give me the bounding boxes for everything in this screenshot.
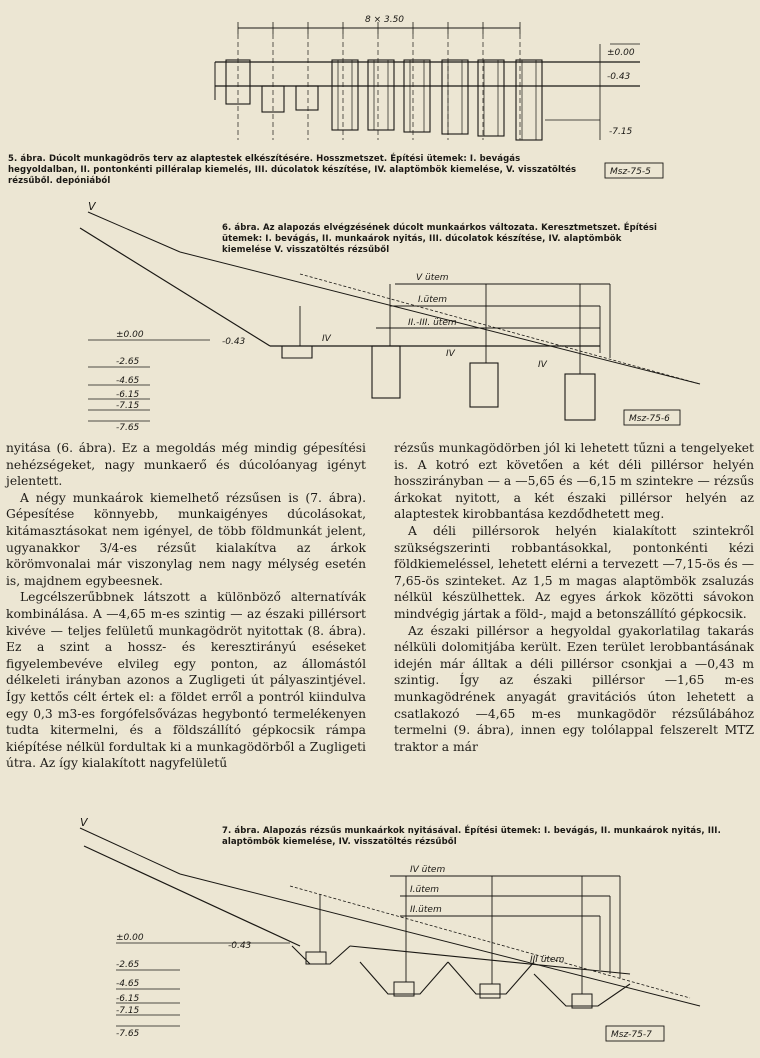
figure-6-level-2: -2.65 <box>116 357 140 367</box>
figure-7-stage-3: III ütem <box>530 955 565 965</box>
figure-6-level-0: ±0.00 <box>116 330 144 340</box>
figure-6-caption-number: 6. ábra. <box>222 223 260 233</box>
figure-6-caption <box>222 223 662 256</box>
figure-7-stage-0: IV ütem <box>410 865 446 875</box>
article-body <box>6 440 756 771</box>
figure-5-dimension: 8 × 3.50 <box>365 15 405 25</box>
figure-6-stage-5: IV <box>538 360 547 370</box>
left-paragraph-3: Legcélszerűbbnek látszott a különböző alternatívák kombinálása. A —4,65 m-es szintig — az északi pillérsort kivéve — teljes felületű munkagödröt nyitottak (8. ábra). Ez a szint a hossz- és keresztirányú eséseket figyelembevéve elvileg egy ponton, az állomástól délkeleti irányban azonos a Zugligeti út pályaszintjével. Így kettős célt értek el: a földet erről a pontról kiindulva egy 0,3 m3-es forgófelsővázas hegybontó termelékenyen tudta kitermelni, és a földszállító gépkocsik rámpa kiépítése nélkül fordultak ki a munkagödörből a Zugligeti útra. Az így kialakított nagyfelületű <box>6 590 366 771</box>
figure-7-section <box>0 812 760 1058</box>
figure-7-caption-number: 7. ábra. <box>222 826 260 836</box>
figure-6-v-label: V <box>88 200 96 213</box>
figure-5-caption-number: 5. ábra. <box>8 154 46 164</box>
figure-5-level-0: ±0.00 <box>607 48 635 58</box>
figure-7-level-6: -7.65 <box>116 1029 140 1039</box>
left-paragraph-1: nyitása (6. ábra). Ez a megoldás még mindig gépesítési nehézségeket, nagy munkaerő és dúcolóanyag igényt jelentett. <box>6 441 366 489</box>
figure-6-stage-2: II.-III. ütem <box>408 318 457 328</box>
left-paragraph-2: A négy munkaárok kiemelhető rézsűsen is (7. ábra). Gépesítése könnyebb, munkaigényes dúcolásokat, kitámasztásokat nem igényel, de több földmunkát jelent, ugyanakkor 3/4-es rézsűt kialakítva az árkok körömvonalai már viszonylag nem nagy mélység esetén is, majdnem egybeesnek. <box>6 490 366 588</box>
right-paragraph-2: A déli pillérsorok helyén kialakított szintekről szükségszerinti robbantásokkal, pontonkénti kézi földkiemeléssel, lehetett elérni a tervezett —7,15-ös és —7,65-ös szinteket. Az 1,5 m magas alaptömbök zsaluzás nélkül készülhettek. Az egyes árkok közötti sávokon mindvégig jártak a föld-, majd a betonszállító gépkocsik. <box>394 523 754 621</box>
figure-7-level-5: -7.15 <box>116 1006 140 1016</box>
figure-6-caption-text: Az alapozás elvégzésének dúcolt munkaárkos változata. Keresztmetszet. Építési ütemek: I. bevágás, II. munkaárok nyitás, III. dúcolatok készítése, IV. alaptömbök kiemelése V. visszatöltés rézsűből <box>222 223 657 255</box>
figure-7-level-2: -2.65 <box>116 960 140 970</box>
column-right <box>394 440 754 755</box>
figure-6-level-6: -7.65 <box>116 423 140 433</box>
figure-7-drawing <box>0 812 760 1058</box>
figure-7-level-0: ±0.00 <box>116 933 144 943</box>
figure-7-stage-1: I.ütem <box>410 885 440 895</box>
figure-7-v-label: V <box>80 816 88 829</box>
right-paragraph-3: Az északi pillérsor a hegyoldal gyakorlatilag takarás nélküli dolomitjába került. Ezen terület lerobbantásának idején már álltak a déli pillérsor csonkjai a —0,43 m szintig. Így az északi pillérsor —1,65 m-es munkagödrének anyagát gravitációs úton lehetett a csatlakozó —4,65 m-es munkagödör rézsűlábához termelni (9. ábra), innen egy tolólappal felszerelt MTZ traktor a már <box>394 623 754 754</box>
figure-7-caption-text: Alapozás rézsűs munkaárkok nyitásával. Építési ütemek: I. bevágás, II. munkaárok nyitás, III. alaptömbök kiemelése, IV. visszatöltés rézsűből <box>222 826 721 847</box>
figure-6-stage-1: I.ütem <box>418 295 448 305</box>
figure-5-stamp: Msz-75-5 <box>610 167 651 177</box>
figure-7-caption <box>222 826 722 848</box>
figure-6-level-1: -0.43 <box>222 337 246 347</box>
figure-5-caption <box>8 154 588 187</box>
figure-6-stamp: Msz-75-6 <box>629 414 670 424</box>
figure-7-level-1: -0.43 <box>228 941 252 951</box>
figure-5-caption-text: Dúcolt munkagödrös terv az alaptestek elkészítésére. Hosszmetszet. Építési ütemek: I. bevágás hegyoldalban, II. pontonkénti pilléralap kiemelés, III. dúcolatok készítése, IV. alaptömbök kiemelése, V. visszatöltés rézsűből. depóniából <box>8 154 577 186</box>
figure-6-level-3: -4.65 <box>116 376 140 386</box>
figure-6-stage-3: IV <box>322 334 331 344</box>
right-paragraph-1: rézsűs munkagödörben jól ki lehetett tűzni a tengelyeket is. A kotró ezt követően a két déli pillérsor helyén hosszirányban — a —5,65 és —6,15 m szintekre — rézsűs árkokat nyitott, a két északi pillérsor helyén az alaptestek kirobbantása kezdődhetett meg. <box>394 441 754 522</box>
figure-6-level-4: -6.15 <box>116 390 140 400</box>
figure-5-level-2: -7.15 <box>609 127 633 137</box>
figure-6-level-5: -7.15 <box>116 401 140 411</box>
column-left <box>6 440 366 772</box>
figure-7-stage-2: II.ütem <box>410 905 442 915</box>
figure-7-level-4: -6.15 <box>116 994 140 1004</box>
figure-6-stage-4: IV <box>446 349 455 359</box>
figure-5-level-1: -0.43 <box>607 72 631 82</box>
figure-7-stamp: Msz-75-7 <box>611 1030 652 1040</box>
figure-7-level-3: -4.65 <box>116 979 140 989</box>
figure-6-stage-0: V ütem <box>416 273 449 283</box>
